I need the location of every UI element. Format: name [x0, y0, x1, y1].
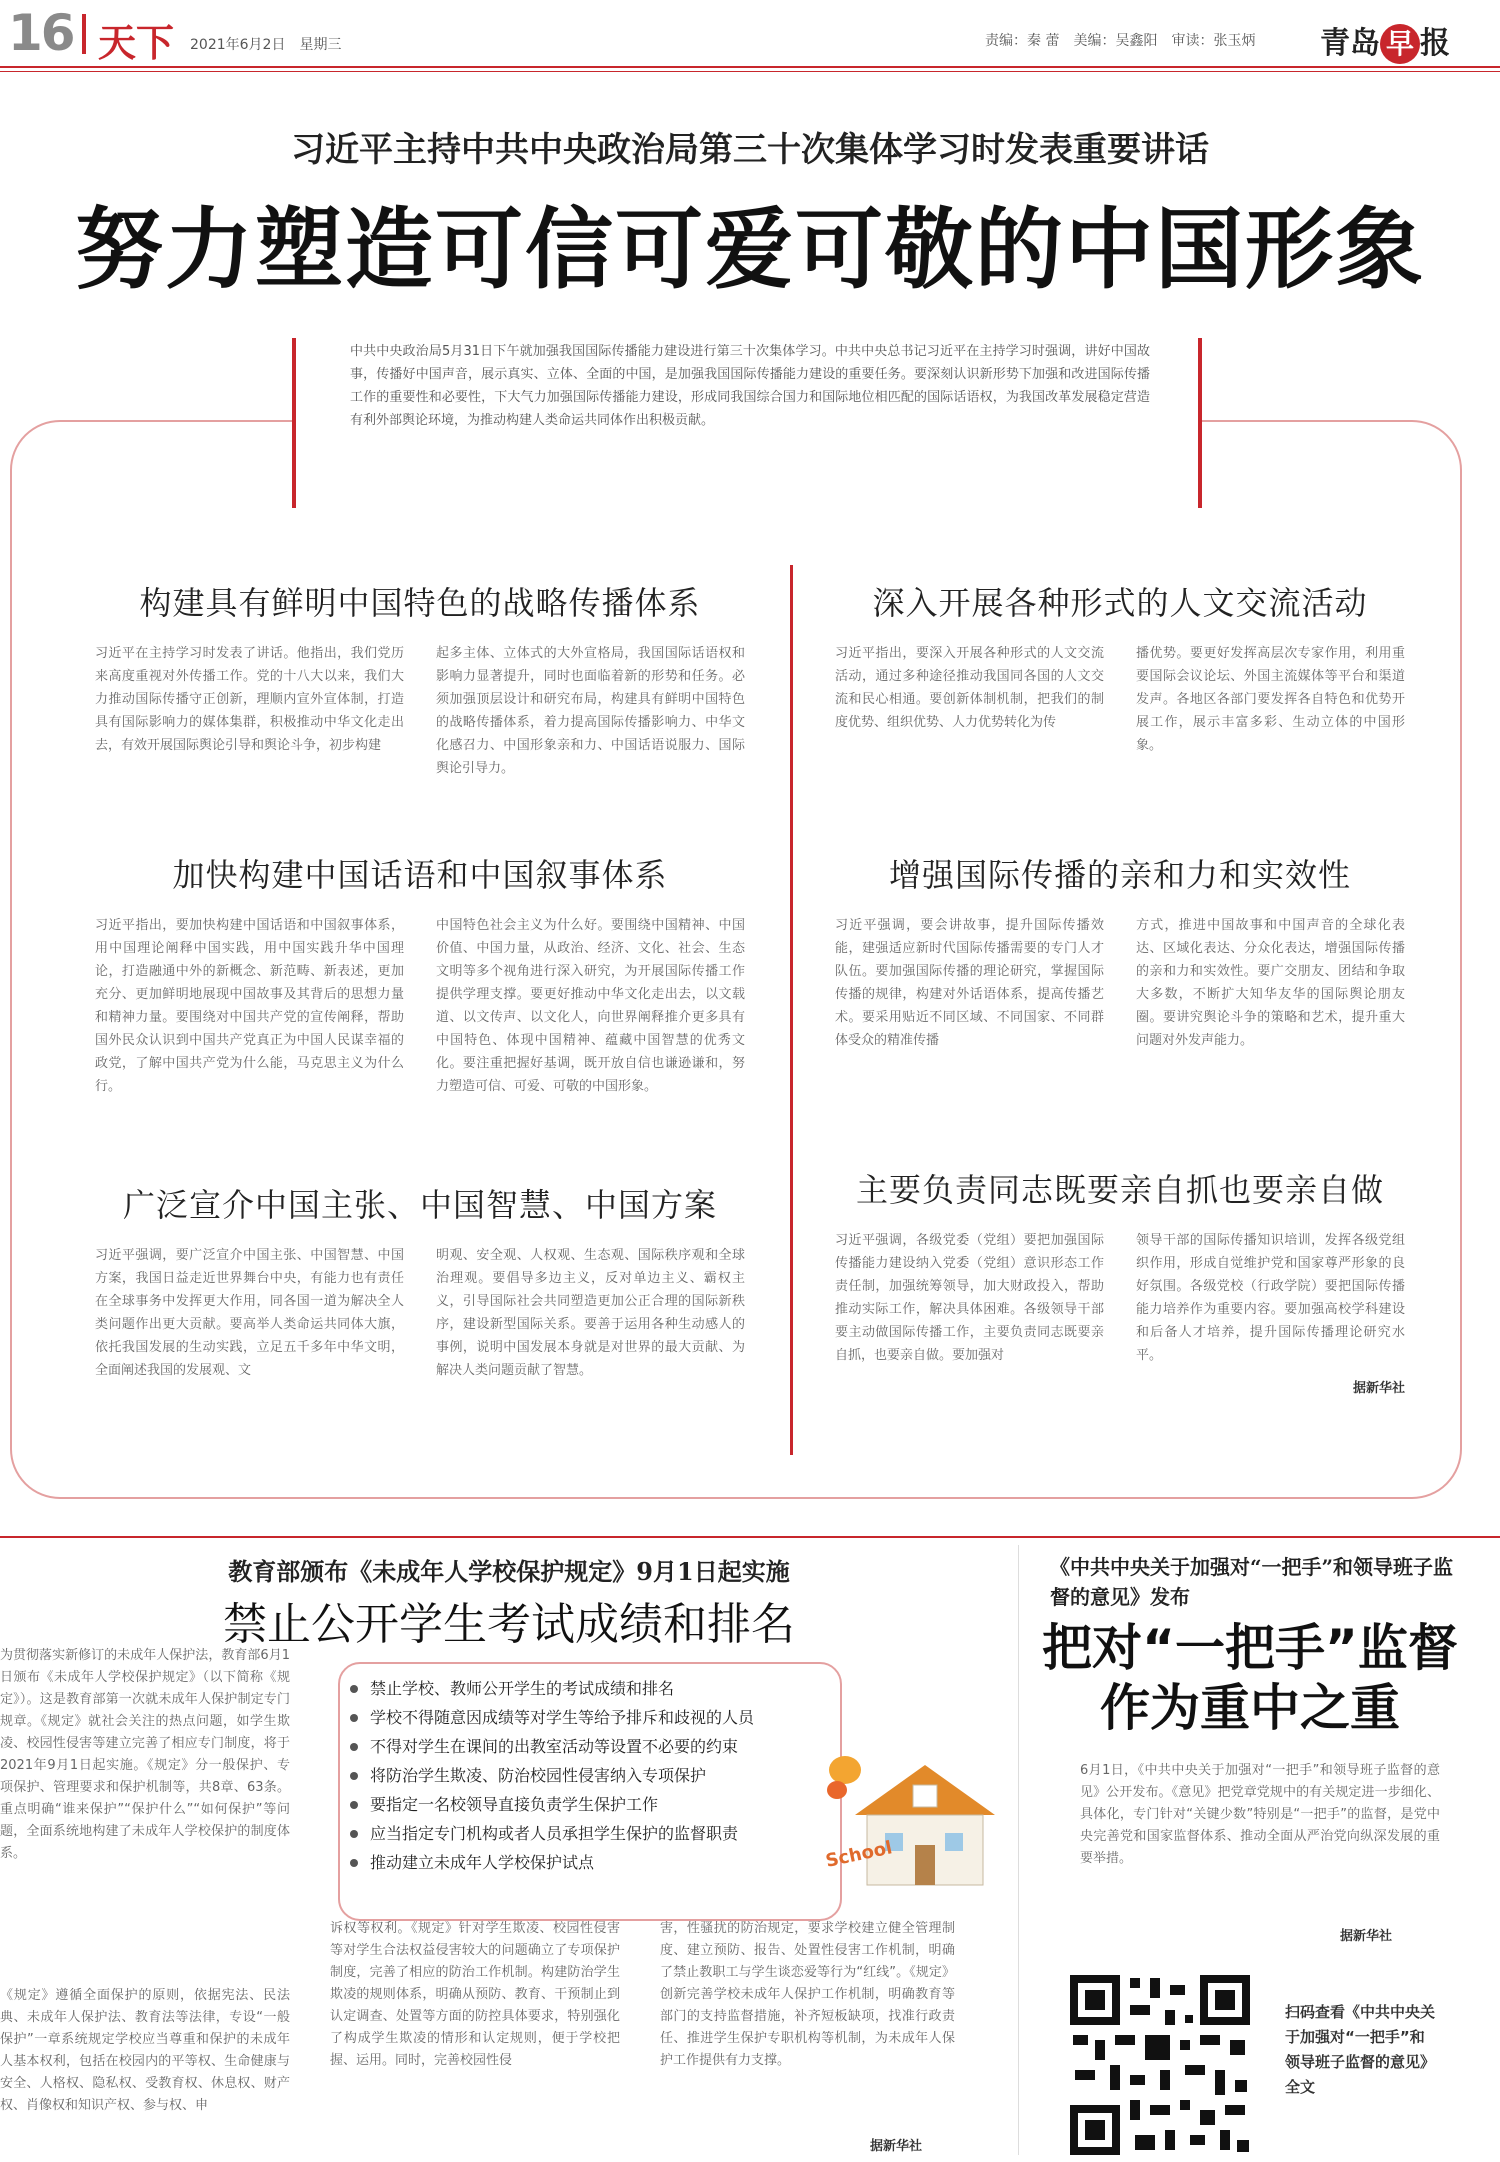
- qr-code-icon[interactable]: [1065, 1970, 1255, 2160]
- section-heading: 主要负责同志既要亲自抓也要亲自做: [855, 1171, 1384, 1209]
- lead-summary-left-bar: [292, 338, 296, 508]
- body-column: 习近平在主持学习时发表了讲话。他指出，我们党历来高度重视对外传播工作。党的十八大以来，我们大力推动国际传播守正创新，理顺内宣外宣体制，打造具有国际影响力的媒体集群，积极推动中华文化走出去，有效开展国际舆论引导和舆论斗争，初步构建: [95, 646, 404, 753]
- column-divider: [790, 565, 793, 1455]
- body-column: 习近平指出，要深入开展各种形式的人文交流活动，通过多种途径推动我国同各国的人文交流和民心相通。要创新体制机制，把我们的制度优势、组织优势、人力优势转化为传: [835, 646, 1104, 730]
- section-chinese-narrative: [95, 850, 745, 1098]
- section-heading: 构建具有鲜明中国特色的战略传播体系: [139, 584, 701, 622]
- supervision-source: 据新华社: [1340, 1929, 1393, 1944]
- body-column: 习近平强调，要会讲故事，提升国际传播效能，建强适应新时代国际传播需要的专门人才队伍。要加强国际传播的理论研究，掌握国际传播的规律，构建对外话语体系，提高传播艺术。要采用贴近不同区域、不同国家、不同群体受众的精准传播: [835, 918, 1104, 1048]
- school-body-col3: 害，性骚扰的防治规定，要求学校建立健全管理制度、建立预防、报告、处置性侵害工作机制，明确了禁止教职工与学生谈恋爱等行为“红线”。《规定》创新完善学校未成年人保护工作机制，明确教育等部门的支持监督措施，补齐短板缺项，找准行政责任、推进学生保护专职机构等机制，为未成年人保护工作提供有力支撑。: [660, 1921, 955, 2068]
- section-strategic-communication: [95, 578, 745, 780]
- body-column: 中国特色社会主义为什么好。要围绕中国精神、中国价值、中国力量，从政治、经济、文化、社会、生态文明等多个视角进行深入研究，为开展国际传播工作提供学理支撑。要更好推动中华文化走出去，以文载道、以文传声、以文化人，向世界阐释推介更多具有中国特色、体现中国精神、蕴藏中国智慧的优秀文化。要注重把握好基调，既开放自信也谦逊谦和，努力塑造可信、可爱、可敬的中国形象。: [436, 918, 745, 1094]
- section-heading: 深入开展各种形式的人文交流活动: [872, 584, 1368, 622]
- section-chinese-proposals: [95, 1180, 745, 1382]
- section-body: [835, 914, 1405, 1052]
- lower-section-rule: [0, 1536, 1500, 1538]
- school-body-col1b: 《规定》遵循全面保护的原则，依据宪法、民法典、未成年人保护法、教育法等法律，专设“一般保护”一章系统规定学校应当尊重和保护的未成年人基本权利，包括在校园内的平等权、生命健康与安全、人格权、隐私权、受教育权、休息权、财产权、肖像权和知识产权、参与权、申: [0, 1988, 290, 2113]
- body-column: 方式，推进中国故事和中国声音的全球化表达、区域化表达、分众化表达，增强国际传播的亲和力和实效性。要广交朋友、团结和争取大多数，不断扩大知华友华的国际舆论朋友圈。要讲究舆论斗争的策略和艺术，提升重大问题对外发声能力。: [1136, 918, 1405, 1048]
- page-header: [0, 0, 1500, 66]
- supervision-kicker: 《中共中央关于加强对“一把手”和领导班子监督的意见》发布: [1050, 1555, 1454, 1609]
- body-column: 习近平指出，要加快构建中国话语和中国叙事体系，用中国理论阐释中国实践，用中国实践升华中国理论，打造融通中外的新概念、新范畴、新表述，更加充分、更加鲜明地展现中国故事及其背后的思想力量和精神力量。要围绕对中国共产党的宣传阐释，帮助国外民众认识到中国共产党真正为中国人民谋幸福的政党，了解中国共产党为什么能，马克思主义为什么行。: [95, 918, 404, 1094]
- section-body: [835, 1229, 1405, 1367]
- header-divider: [82, 14, 86, 54]
- school-body-col1: 为贯彻落实新修订的未成年人保护法，教育部6月1日颁布《未成年人学校保护规定》（以下简称《规定》）。这是教育部第一次就未成年人保护制定专门规章。《规定》就社会关注的热点问题，如学生欺凌、校园性侵害等建立完善了相应专门制度，将于2021年9月1日起实施。《规定》分一般保护、专项保护、管理要求和保护机制等，共8章、63条。重点明确“谁来保护”“保护什么”“如何保护”等问题，全面系统地构建了未成年人学校保护的制度体系。: [0, 1648, 290, 1861]
- section-leadership-responsibility: [835, 1165, 1405, 1396]
- school-body-col2: 诉权等权利。《规定》针对学生欺凌、校园性侵害等对学生合法权益侵害较大的问题确立了专项保护制度，完善了相应的防治工作机制。构建防治学生欺凌的规则体系，明确从预防、教育、干预制止到认定调查、处置等方面的防控具体要求，特别强化了构成学生欺凌的情形和认定规则，便于学校把握、运用。同时，完善校园性侵: [330, 1921, 620, 2068]
- key-point: 要指定一名校领导直接负责学生保护工作: [340, 1790, 840, 1819]
- key-point: 禁止学校、教师公开学生的考试成绩和排名: [340, 1674, 840, 1703]
- section-body: [95, 642, 745, 780]
- page-number: 16: [8, 4, 74, 62]
- section-heading: 增强国际传播的亲和力和实效性: [888, 856, 1351, 894]
- key-point: 学校不得随意因成绩等对学生等给予排斥和歧视的人员: [340, 1703, 840, 1732]
- supervision-headline: [1030, 1618, 1470, 1738]
- issue-date: 2021年6月2日 星期三: [190, 37, 342, 53]
- section-communication-effectiveness: [835, 850, 1405, 1052]
- supervision-headline-line2: 作为重中之重: [1100, 1679, 1400, 1737]
- body-column: 习近平强调，各级党委（党组）要把加强国际传播能力建设纳入党委（党组）意识形态工作责任制，加强统筹领导，加大财政投入，帮助推动实际工作，解决具体困难。各级领导干部要主动做国际传播工作，主要负责同志既要亲自抓，也要亲自做。要加强对: [835, 1233, 1104, 1363]
- key-point: 不得对学生在课间的出教室活动等设置不必要的约束: [340, 1732, 840, 1761]
- header-rule-thin: [0, 71, 1500, 72]
- school-sign-text: School: [823, 1837, 895, 1872]
- lead-summary-right-bar: [1198, 338, 1202, 508]
- logo-suffix: 报: [1420, 26, 1450, 61]
- school-house-icon: [815, 1745, 1015, 1895]
- body-column: 领导干部的国际传播知识培训，发挥各级党组织作用，形成自觉维护党和国家尊严形象的良好氛围。各级党校（行政学院）要把国际传播能力培养作为重要内容。要加强高校学科建设和后备人才培养，提升国际传播理论研究水平。: [1136, 1233, 1405, 1363]
- supervision-body: 6月1日，《中共中央关于加强对“一把手”和领导班子监督的意见》公开发布。《意见》把党章党规中的有关规定进一步细化、具体化，专门针对“关键少数”特别是“一把手”的监督，是党中央完善党和国家监督体系、推动全面从严治党向纵深发展的重要举措。: [1080, 1763, 1440, 1866]
- header-rule: [0, 66, 1500, 68]
- section-heading: 加快构建中国话语和中国叙事体系: [172, 856, 668, 894]
- body-column: 习近平强调，要广泛宣介中国主张、中国智慧、中国方案，我国日益走近世界舞台中央，有能力也有责任在全球事务中发挥更大作用，同各国一道为解决全人类问题作出更大贡献。要高举人类命运共同体大旗，依托我国发展的生动实践，立足五千多年中华文明，全面阐述我国的发展观、文: [95, 1248, 404, 1378]
- editor-credits: 责编：秦 蕾 美编：吴鑫阳 审读：张玉炳: [985, 33, 1256, 49]
- body-column: 起多主体、立体式的大外宣格局，我国国际话语权和影响力显著提升，同时也面临着新的形势和任务。必须加强顶层设计和研究布局，构建具有鲜明中国特色的战略传播体系，着力提高国际传播影响力、中华文化感召力、中国形象亲和力、中国话语说服力、国际舆论引导力。: [436, 646, 745, 776]
- lead-summary: 中共中央政治局5月31日下午就加强我国国际传播能力建设进行第三十次集体学习。中共中央总书记习近平在主持学习时强调，讲好中国故事，传播好中国声音，展示真实、立体、全面的中国，是加强我国国际传播能力建设的重要任务。要深刻认识新形势下加强和改进国际传播工作的重要性和必要性，下大气力加强国际传播能力建设，形成同我国综合国力和国际地位相匹配的国际话语权，为我国改革发展稳定营造有利外部舆论环境，为推动构建人类命运共同体作出积极贡献。: [350, 340, 1150, 432]
- section-body: [835, 642, 1405, 757]
- body-column: 明观、安全观、人权观、生态观、国际秩序观和全球治理观。要倡导多边主义，反对单边主义、霸权主义，引导国际社会共同塑造更加公正合理的国际新秩序，建设新型国际关系。要善于运用各种生动感人的事例，说明中国发展本身就是对世界的最大贡献、为解决人类问题贡献了智慧。: [436, 1248, 745, 1378]
- lead-headline: 努力塑造可信可爱可敬的中国形象: [74, 198, 1425, 301]
- section-name: 天下: [98, 21, 175, 65]
- key-point: 应当指定专门机构或者人员承担学生保护的监督职责: [340, 1819, 840, 1848]
- supervision-headline-line1: 把对“一把手”监督: [1042, 1619, 1458, 1677]
- section-heading: 广泛宣介中国主张、中国智慧、中国方案: [122, 1186, 717, 1224]
- lower-column-divider: [1018, 1545, 1019, 2155]
- section-cultural-exchange: [835, 578, 1405, 757]
- body-column: 播优势。要更好发挥高层次专家作用，利用重要国际会议论坛、外国主流媒体等平台和渠道发声。各地区各部门要发挥各自特色和优势开展工作，展示丰富多彩、生动立体的中国形象。: [1136, 646, 1405, 753]
- school-source: 据新华社: [870, 2139, 923, 2154]
- logo-circle-char: 早: [1380, 24, 1420, 64]
- school-kicker: 教育部颁布《未成年人学校保护规定》9月1日起实施: [228, 1557, 790, 1586]
- logo-text: 青岛: [1320, 26, 1380, 61]
- qr-caption: 扫码查看《中共中央关于加强对“一把手”和领导班子监督的意见》全文: [1285, 2003, 1436, 2096]
- newspaper-logo: [1320, 18, 1450, 64]
- section-body: [95, 914, 745, 1098]
- school-key-points: [338, 1662, 842, 1921]
- lead-kicker: 习近平主持中共中央政治局第三十次集体学习时发表重要讲话: [291, 130, 1209, 170]
- key-point: 推动建立未成年人学校保护试点: [340, 1848, 840, 1877]
- section-body: [95, 1244, 745, 1382]
- lead-source: 据新华社: [1352, 1381, 1405, 1396]
- school-headline: 禁止公开学生考试成绩和排名: [223, 1599, 795, 1650]
- key-point: 将防治学生欺凌、防治校园性侵害纳入专项保护: [340, 1761, 840, 1790]
